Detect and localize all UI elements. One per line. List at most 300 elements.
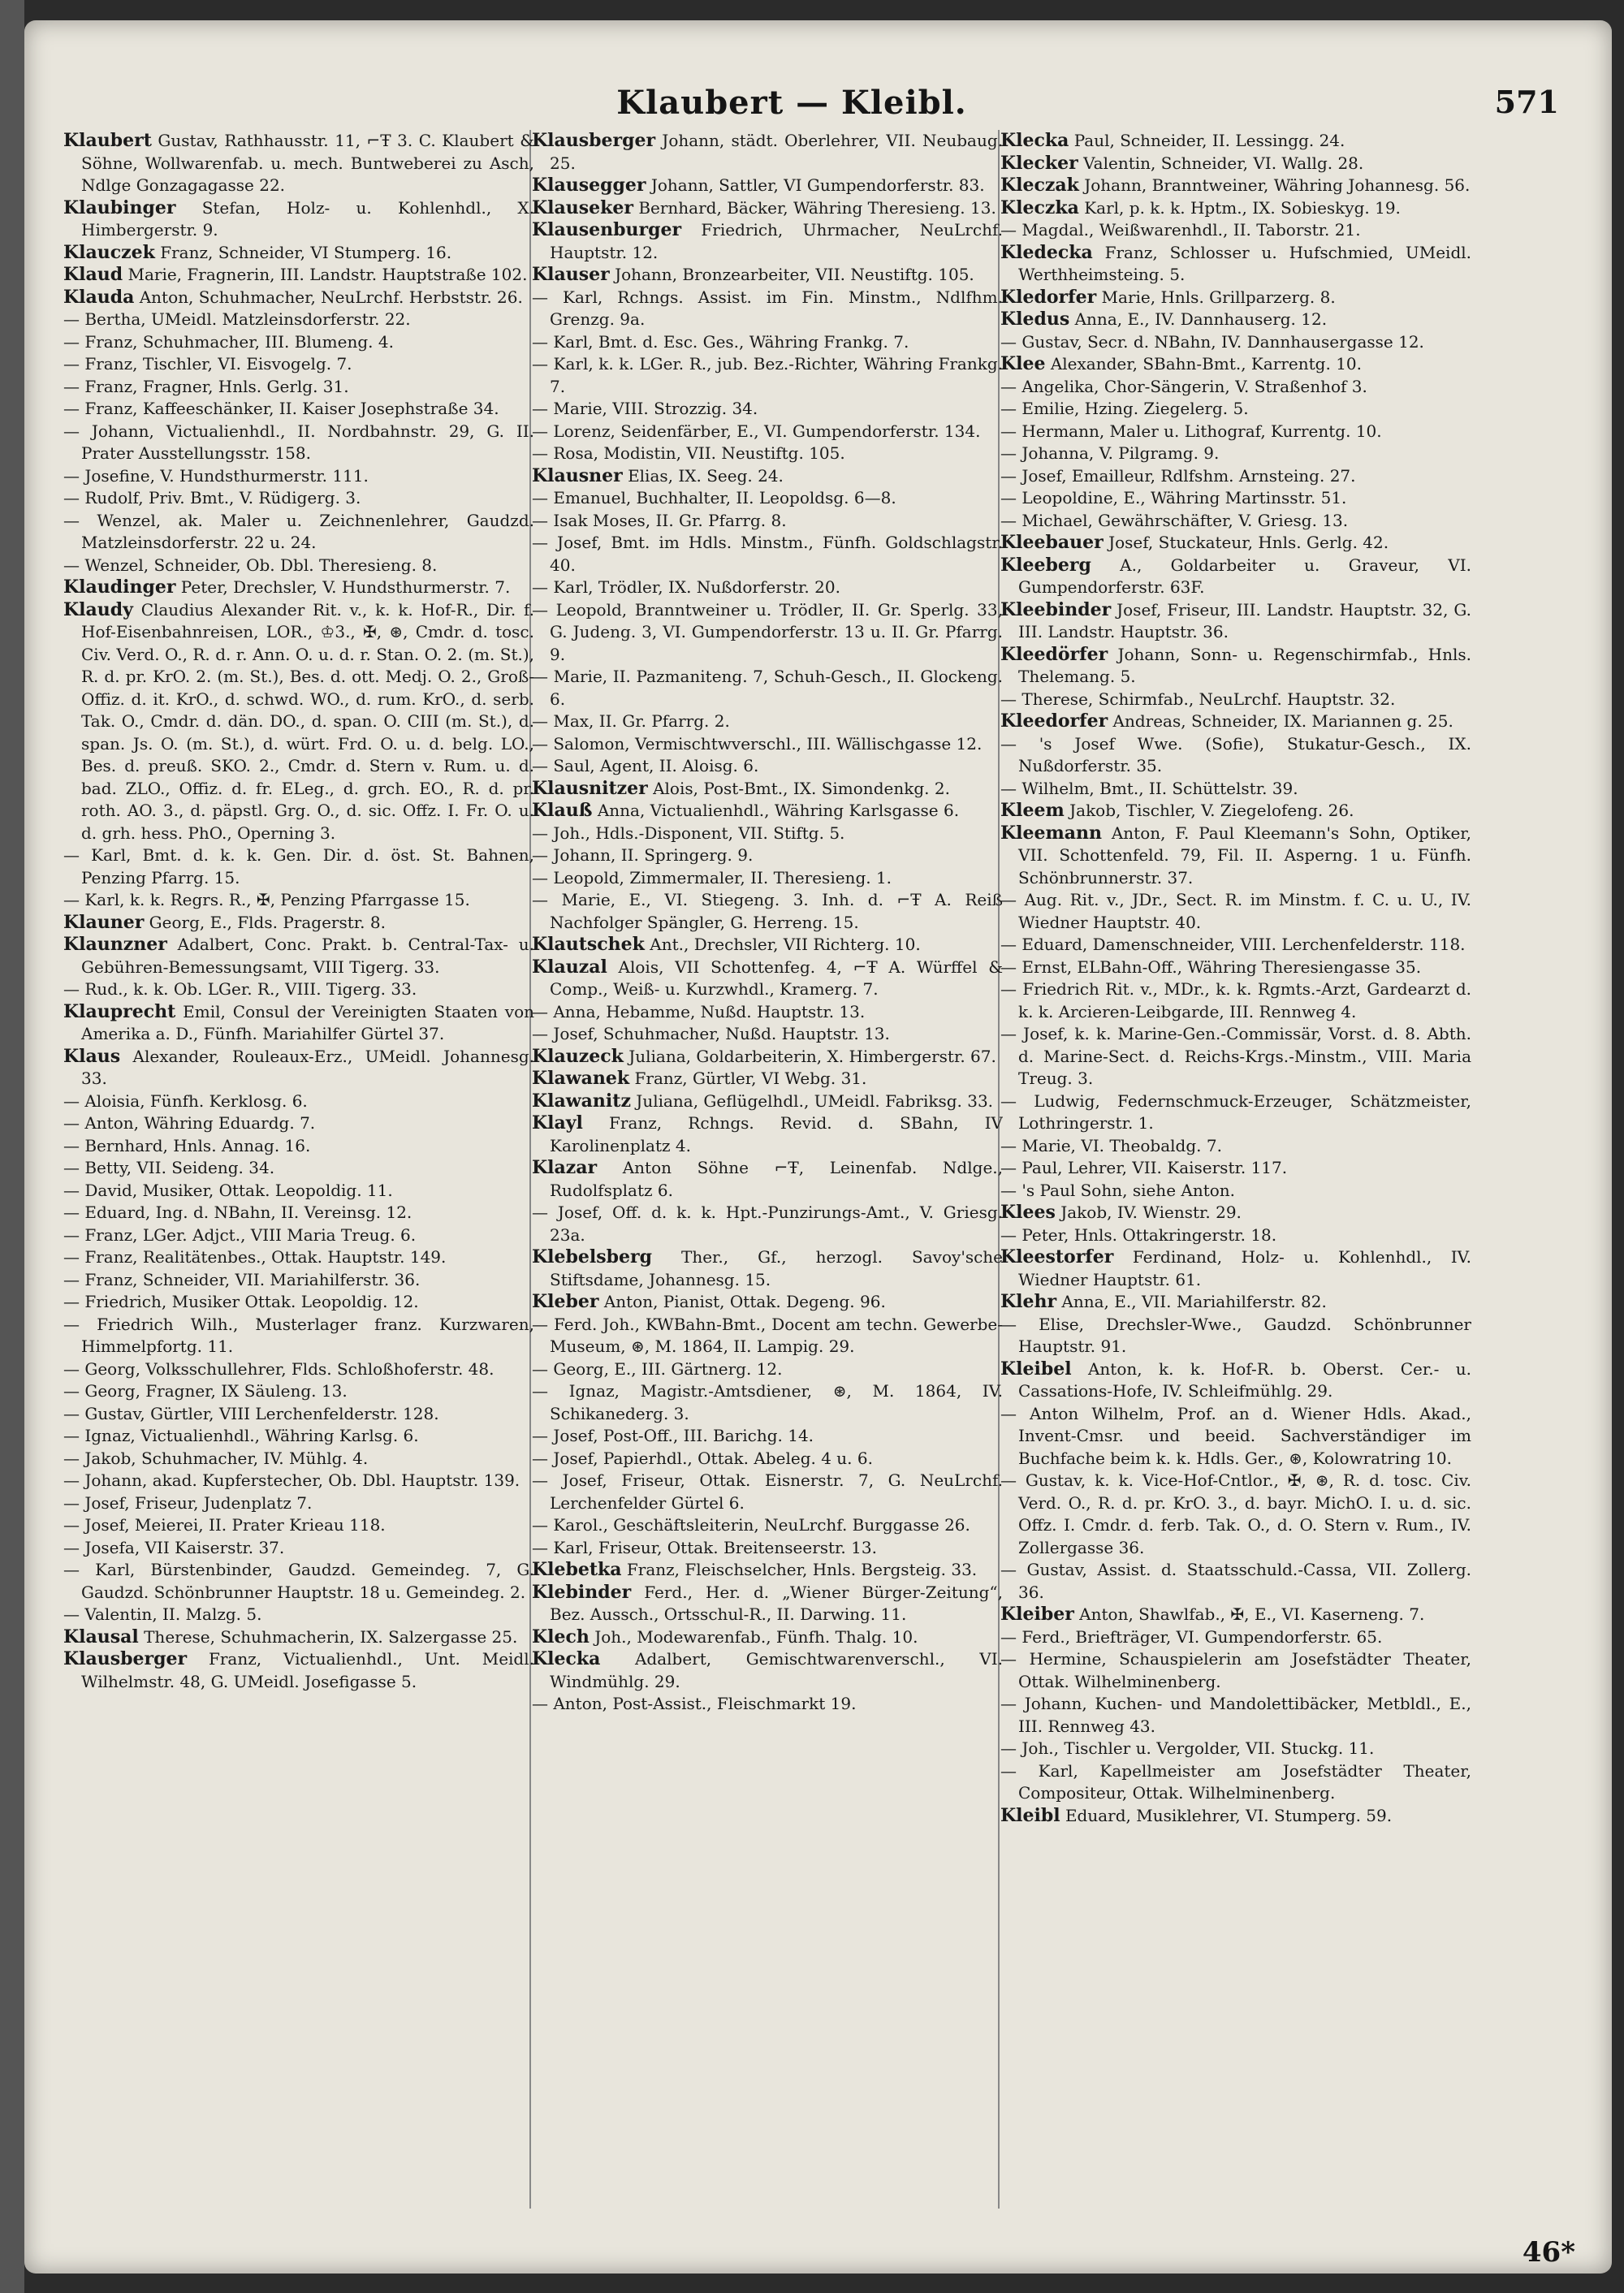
entry-surname: Klauprecht bbox=[63, 1000, 176, 1022]
entry-surname: Kleiber bbox=[1000, 1604, 1074, 1625]
entry-text: — Aug. Rit. v., JDr., Sect. R. im Minstm. f. C. u. U., IV. Wiedner Hauptstr. 40. bbox=[1000, 890, 1471, 932]
directory-entry bbox=[1000, 1157, 1471, 1180]
entry-text: — Ludwig, Federnschmuck-Erzeuger, Schätzmeister, Lothringerstr. 1. bbox=[1000, 1090, 1471, 1133]
entry-surname: Klaubert bbox=[63, 130, 152, 151]
column-1 bbox=[63, 130, 534, 2209]
entry-surname: Klayl bbox=[532, 1112, 583, 1134]
entry-text: — Johann, II. Springerg. 9. bbox=[532, 845, 754, 865]
directory-entry bbox=[63, 1090, 534, 1113]
entry-text: Ther., Gf., herzogl. Savoy'sche Stiftsdame, Johannesg. 15. bbox=[550, 1247, 1003, 1289]
entry-text: Josef, Stuckateur, Hnls. Gerlg. 42. bbox=[1108, 533, 1389, 552]
scan-left-edge bbox=[0, 0, 24, 2293]
entry-text: — Eduard, Ing. d. NBahn, II. Vereinsg. 12. bbox=[63, 1203, 412, 1222]
directory-entry bbox=[63, 1425, 534, 1448]
entry-text: — Anton Wilhelm, Prof. an d. Wiener Hdls. Akad., Invent-Cmsr. und beeid. Sachverständiger im Buchfache beim k. k. Hdls. Ger., ⊛, Kolowratring 10. bbox=[1000, 1403, 1471, 1468]
directory-entry bbox=[63, 1358, 534, 1381]
entry-text: — Karol., Geschäftsleiterin, NeuLrchf. Burggasse 26. bbox=[532, 1515, 970, 1535]
directory-entry bbox=[532, 1470, 1003, 1514]
entry-text: — Eduard, Damenschneider, VIII. Lerchenfelderstr. 118. bbox=[1000, 935, 1466, 954]
entry-text: A., Goldarbeiter u. Graveur, VI. Gumpendorferstr. 63F. bbox=[1018, 555, 1471, 597]
directory-entry bbox=[1000, 1693, 1471, 1738]
entry-text: — Rosa, Modistin, VII. Neustiftg. 105. bbox=[532, 443, 845, 463]
directory-entry bbox=[1000, 287, 1471, 309]
directory-entry bbox=[532, 823, 1003, 845]
entry-text: Ferdinand, Holz- u. Kohlenhdl., IV. Wiedner Hauptstr. 61. bbox=[1018, 1247, 1471, 1289]
entry-text: — Johanna, V. Pilgramg. 9. bbox=[1000, 443, 1220, 463]
entry-text: — Josef, Bmt. im Hdls. Minstm., Fünfh. Goldschlagstr. 40. bbox=[532, 533, 1003, 575]
directory-entry bbox=[63, 1559, 534, 1604]
entry-text: — Josef, Friseur, Ottak. Eisnerstr. 7, G. NeuLrchf. Lerchenfelder Gürtel 6. bbox=[532, 1470, 1003, 1513]
entry-text: Franz, Fleischselcher, Hnls. Bergsteig. 33. bbox=[626, 1560, 978, 1579]
entry-text: Anton Söhne ⌐Ŧ, Leinenfab. Ndlge., Rudolfsplatz 6. bbox=[550, 1158, 1003, 1200]
directory-entry bbox=[63, 1514, 534, 1537]
entry-text: — Franz, Tischler, VI. Eisvogelg. 7. bbox=[63, 354, 352, 374]
directory-entry bbox=[1000, 823, 1471, 890]
entry-text: — Gustav, k. k. Vice-Hof-Cntlor., ✠, ⊛, R. d. tosc. Civ. Verd. O., R. d. pr. KrO. 3., d. bayr. MichO. I. u. d. sic. Offz. I. Cmdr. d. ferb. Tak. O., d. O. Stern v. Rum., IV. Zollergasse 36. bbox=[1000, 1470, 1471, 1557]
entry-text: — Franz, Kaffeeschänker, II. Kaiser Josephstraße 34. bbox=[63, 399, 499, 418]
directory-entry bbox=[1000, 710, 1471, 733]
entry-text: — Max, II. Gr. Pfarrg. 2. bbox=[532, 711, 730, 731]
entry-text: — Leopold, Branntweiner u. Trödler, II. Gr. Sperlg. 33, G. Judeng. 3, VI. Gumpendorferstr. 13 u. II. Gr. Pfarrg. 9. bbox=[532, 599, 1003, 664]
directory-entry bbox=[1000, 1470, 1471, 1559]
entry-text: Peter, Drechsler, V. Hundsthurmerstr. 7. bbox=[180, 577, 511, 597]
entry-surname: Klauczek bbox=[63, 241, 155, 263]
entry-surname: Klawanitz bbox=[532, 1090, 631, 1112]
directory-entry bbox=[532, 1090, 1003, 1113]
directory-entry bbox=[63, 1246, 534, 1269]
entry-text: — Friedrich Wilh., Musterlager franz. Kurzwaren, Himmelpfortg. 11. bbox=[63, 1314, 534, 1356]
directory-entry bbox=[532, 1291, 1003, 1314]
entry-text: — Wenzel, ak. Maler u. Zeichnenlehrer, Gaudzd. Matzleinsdorferstr. 22 u. 24. bbox=[63, 510, 534, 552]
directory-entry bbox=[63, 599, 534, 845]
directory-entry bbox=[63, 1224, 534, 1247]
directory-entry bbox=[532, 219, 1003, 264]
entry-surname: Klees bbox=[1000, 1202, 1056, 1223]
directory-entry bbox=[1000, 555, 1471, 599]
directory-entry bbox=[532, 1514, 1003, 1537]
entry-text: — Franz, Schneider, VII. Mariahilferstr. 36. bbox=[63, 1269, 421, 1289]
directory-entry bbox=[532, 1023, 1003, 1046]
column-3 bbox=[1000, 130, 1471, 2209]
entry-surname: Kleeberg bbox=[1000, 554, 1091, 576]
directory-entry bbox=[532, 1314, 1003, 1358]
entry-text: — Josefine, V. Hundsthurmerstr. 111. bbox=[63, 465, 369, 486]
entry-text: — Ferd. Joh., KWBahn-Bmt., Docent am techn. Gewerbe-Museum, ⊛, M. 1864, II. Lampig. 29. bbox=[532, 1314, 1003, 1356]
directory-entry bbox=[1000, 1559, 1471, 1604]
directory-entry bbox=[63, 510, 534, 555]
directory-entry bbox=[1000, 733, 1471, 778]
entry-text: — 's Josef Wwe. (Sofie), Stukatur-Gesch., IX. Nußdorferstr. 35. bbox=[1000, 733, 1471, 775]
entry-text: — Emilie, Hzing. Ziegelerg. 5. bbox=[1000, 399, 1249, 418]
directory-entry bbox=[1000, 398, 1471, 421]
directory-entry bbox=[532, 576, 1003, 599]
directory-entry bbox=[1000, 1738, 1471, 1760]
entry-text: — Salomon, Vermischtwverschl., III. Wällischgasse 12. bbox=[532, 733, 983, 754]
entry-text: — Michael, Gewährschäfter, V. Griesg. 13. bbox=[1000, 510, 1349, 530]
directory-entry bbox=[63, 1626, 534, 1649]
entry-text: Franz, Schneider, VI Stumperg. 16. bbox=[160, 242, 452, 262]
entry-text: — Friedrich Rit. v., MDr., k. k. Rgmts.-Arzt, Gardearzt d. k. k. Arcieren-Leibgarde, III. Rennweg 4. bbox=[1000, 979, 1471, 1021]
entry-text: Claudius Alexander Rit. v., k. k. Hof-R., Dir. f. Hof-Eisenbahnreisen, LOR., ♔3., ✠, ⊛, Cmdr. d. tosc. Civ. Verd. O., R. d. r. Ann. O. u. d. r. Stan. O. 2. (m. St.), R. d. pr. KrO. 2. (m. St.), Bes. d. ott. Medj. O. 2., Groß-Offiz. d. it. KrO., d. schwd. WO., d. rum. KrO., d. serb. Tak. O., Cmdr. d. dän. DO., d. span. O. CIII (m. St.), d. span. Js. O. (m. St.), d. würt. Frd. O. u. d. belg. LO., Bes. d. preuß. SKO. 2., Cmdr. d. Stern v. Rum. u. d. bad. ZLO., Offiz. d. fr. ELeg., d. grch. EO., R. d. pr. roth. AO. 3., d. päpstl. Grg. O., d. sic. Offz. I. Fr. O. u. d. grh. hess. PhO., Operning 3. bbox=[81, 599, 534, 843]
entry-surname: Klee bbox=[1000, 353, 1046, 374]
entry-text: — Johann, Kuchen- und Mandolettibäcker, Metbldl., E., III. Rennweg 43. bbox=[1000, 1694, 1471, 1736]
directory-entry bbox=[1000, 443, 1471, 465]
entry-text: Elias, IX. Seeg. 24. bbox=[628, 465, 784, 486]
entry-text: — Marie, VI. Theobaldg. 7. bbox=[1000, 1135, 1222, 1155]
entry-surname: Kleebinder bbox=[1000, 598, 1112, 620]
entry-surname: Klech bbox=[532, 1626, 590, 1647]
directory-entry bbox=[532, 800, 1003, 823]
entry-surname: Klauner bbox=[63, 911, 145, 933]
entry-surname: Klausnitzer bbox=[532, 777, 648, 799]
entry-text: Anna, Victualienhdl., Währing Karlsgasse 6. bbox=[597, 801, 960, 820]
directory-entry bbox=[532, 1559, 1003, 1582]
directory-entry bbox=[532, 1246, 1003, 1291]
directory-entry bbox=[63, 1537, 534, 1560]
entry-surname: Klecka bbox=[1000, 130, 1069, 151]
entry-text: — Friedrich, Musiker Ottak. Leopoldig. 12. bbox=[63, 1292, 419, 1311]
entry-surname: Kleber bbox=[532, 1291, 599, 1312]
directory-entry bbox=[532, 1448, 1003, 1470]
entry-text: — Emanuel, Buchhalter, II. Leopoldsg. 6—8. bbox=[532, 488, 896, 507]
entry-text: Alexander, SBahn-Bmt., Karrentg. 10. bbox=[1050, 354, 1362, 374]
entry-text: — Gustav, Secr. d. NBahn, IV. Dannhausergasse 12. bbox=[1000, 331, 1424, 352]
directory-entry bbox=[532, 778, 1003, 801]
directory-entry bbox=[532, 710, 1003, 733]
entry-surname: Klauzeck bbox=[532, 1045, 624, 1067]
entry-text: Franz, Gürtler, VI Webg. 31. bbox=[634, 1069, 867, 1088]
entry-text: Ant., Drechsler, VII Richterg. 10. bbox=[650, 935, 921, 954]
entry-text: Anton, Shawlfab., ✠, E., VI. Kaserneng. 7. bbox=[1079, 1604, 1425, 1624]
directory-entry bbox=[63, 1314, 534, 1358]
directory-entry bbox=[1000, 1202, 1471, 1224]
entry-surname: Klaudinger bbox=[63, 576, 176, 598]
entry-text: Anton, k. k. Hof-R. b. Oberst. Cer.- u. Cassations-Hofe, IV. Schleifmühlg. 29. bbox=[1018, 1358, 1471, 1401]
directory-entry bbox=[1000, 1180, 1471, 1203]
entry-text: — Rudolf, Priv. Bmt., V. Rüdigerg. 3. bbox=[63, 488, 361, 507]
entry-surname: Kleestorfer bbox=[1000, 1246, 1114, 1267]
entry-text: — Georg, Volksschullehrer, Flds. Schloßhoferstr. 48. bbox=[63, 1358, 495, 1379]
entry-text: — Karl, Bmt. d. k. k. Gen. Dir. d. öst. St. Bahnen, Penzing Pfarrg. 15. bbox=[63, 845, 534, 887]
directory-entry bbox=[63, 1112, 534, 1135]
directory-entry bbox=[532, 1425, 1003, 1448]
entry-surname: Klautschek bbox=[532, 934, 645, 955]
entry-text: — Ernst, ELBahn-Off., Währing Theresiengasse 35. bbox=[1000, 956, 1422, 977]
directory-entry bbox=[532, 197, 1003, 220]
directory-entry bbox=[532, 331, 1003, 354]
directory-entry bbox=[1000, 376, 1471, 399]
directory-entry bbox=[1000, 1090, 1471, 1135]
entry-text: Georg, E., Flds. Pragerstr. 8. bbox=[149, 912, 386, 932]
directory-entry bbox=[63, 1380, 534, 1403]
directory-entry bbox=[532, 175, 1003, 197]
entry-text: — Hermann, Maler u. Lithograf, Kurrentg. 10. bbox=[1000, 421, 1382, 441]
entry-text: — 's Paul Sohn, siehe Anton. bbox=[1000, 1180, 1236, 1200]
entry-text: — Bertha, UMeidl. Matzleinsdorferstr. 22. bbox=[63, 309, 411, 329]
directory-entry bbox=[63, 331, 534, 354]
entry-text: — Josef, Off. d. k. k. Hpt.-Punzirungs-Amt., V. Griesg. 23a. bbox=[532, 1203, 1003, 1245]
directory-entry bbox=[63, 1403, 534, 1426]
entry-text: — Franz, Realitätenbes., Ottak. Hauptstr. 149. bbox=[63, 1247, 447, 1267]
directory-entry bbox=[532, 1001, 1003, 1024]
entry-text: — Peter, Hnls. Ottakringerstr. 18. bbox=[1000, 1224, 1277, 1245]
entry-text: Johann, Sattler, VI Gumpendorferstr. 83. bbox=[650, 175, 985, 195]
directory-entry bbox=[1000, 532, 1471, 555]
directory-entry bbox=[532, 1202, 1003, 1246]
directory-entry bbox=[532, 599, 1003, 667]
entry-text: — Josef, Meierei, II. Prater Krieau 118. bbox=[63, 1515, 386, 1535]
entry-surname: Klausenburger bbox=[532, 219, 682, 240]
directory-entry bbox=[532, 264, 1003, 287]
entry-text: — Isak Moses, II. Gr. Pfarrg. 8. bbox=[532, 510, 787, 530]
directory-entry bbox=[532, 956, 1003, 1001]
entry-surname: Klauseker bbox=[532, 196, 633, 218]
entry-text: Anna, E., IV. Dannhauserg. 12. bbox=[1074, 309, 1328, 329]
directory-entry bbox=[63, 555, 534, 577]
directory-entry bbox=[1000, 1805, 1471, 1828]
entry-text: — Franz, LGer. Adjct., VIII Maria Treug. 6. bbox=[63, 1224, 417, 1245]
entry-surname: Kleebauer bbox=[1000, 532, 1104, 553]
entry-text: — Karl, k. k. LGer. R., jub. Bez.-Richter, Währing Frankg. 7. bbox=[532, 354, 1003, 396]
directory-entry bbox=[63, 1648, 534, 1693]
entry-surname: Klawanek bbox=[532, 1068, 630, 1089]
directory-entry bbox=[1000, 689, 1471, 711]
entry-text: — Anton, Post-Assist., Fleischmarkt 19. bbox=[532, 1694, 857, 1713]
directory-entry bbox=[1000, 175, 1471, 197]
directory-entry bbox=[1000, 1358, 1471, 1403]
entry-surname: Kleedorfer bbox=[1000, 710, 1108, 732]
entry-text: — Elise, Drechsler-Wwe., Gaudzd. Schönbrunner Hauptstr. 91. bbox=[1000, 1314, 1471, 1356]
entry-text: — Karl, Friseur, Ottak. Breitenseerstr. 13. bbox=[532, 1537, 877, 1557]
directory-entry bbox=[63, 264, 534, 287]
directory-entry bbox=[532, 1157, 1003, 1202]
directory-entry bbox=[1000, 889, 1471, 934]
directory-entry bbox=[63, 1046, 534, 1090]
entry-text: — Saul, Agent, II. Aloisg. 6. bbox=[532, 756, 759, 775]
entry-surname: Kleibel bbox=[1000, 1358, 1072, 1380]
directory-entry bbox=[532, 1380, 1003, 1425]
entry-text: — Therese, Schirmfab., NeuLrchf. Hauptstr. 32. bbox=[1000, 689, 1396, 709]
directory-entry bbox=[1000, 599, 1471, 644]
entry-text: — Franz, Schuhmacher, III. Blumeng. 4. bbox=[63, 331, 394, 352]
directory-entry bbox=[63, 889, 534, 912]
entry-surname: Kleibl bbox=[1000, 1804, 1060, 1826]
entry-text: — Josefa, VII Kaiserstr. 37. bbox=[63, 1537, 285, 1557]
directory-entry bbox=[532, 1648, 1003, 1693]
entry-text: — Karl, Bürstenbinder, Gaudzd. Gemeindeg. 7, G. Gaudzd. Schönbrunner Hauptstr. 18 u. Gemeindeg. 2. bbox=[63, 1560, 534, 1602]
directory-entry bbox=[532, 867, 1003, 890]
entry-text: — Leopoldine, E., Währing Martinsstr. 51. bbox=[1000, 488, 1347, 507]
entry-surname: Kledecka bbox=[1000, 241, 1093, 263]
directory-entry bbox=[1000, 242, 1471, 287]
entry-text: — Gustav, Assist. d. Staatsschuld.-Cassa, VII. Zollerg. 36. bbox=[1000, 1560, 1471, 1602]
entry-text: Friedrich, Uhrmacher, NeuLrchf. Hauptstr. 12. bbox=[550, 220, 1003, 262]
entry-text: — Josef, k. k. Marine-Gen.-Commissär, Vorst. d. 8. Abth. d. Marine-Sect. d. Reichs-Krgs.-Minstm., VIII. Maria Treug. 3. bbox=[1000, 1024, 1471, 1088]
directory-entry bbox=[63, 934, 534, 978]
entry-text: — Josef, Schuhmacher, Nußd. Hauptstr. 13. bbox=[532, 1024, 890, 1043]
entry-text: Bernhard, Bäcker, Währing Theresieng. 13. bbox=[638, 197, 996, 218]
directory-entry bbox=[1000, 644, 1471, 689]
entry-text: — Marie, II. Pazmaniteng. 7, Schuh-Gesch., II. Glockeng. 6. bbox=[532, 667, 1003, 709]
directory-entry bbox=[532, 844, 1003, 867]
entry-surname: Klaunzner bbox=[63, 934, 167, 955]
entry-text: — Karl, Trödler, IX. Nußdorferstr. 20. bbox=[532, 577, 840, 597]
entry-text: Josef, Friseur, III. Landstr. Hauptstr. 32, G. III. Landstr. Hauptstr. 36. bbox=[1018, 599, 1471, 641]
entry-surname: Kleedörfer bbox=[1000, 643, 1108, 665]
entry-text: — Karl, Kapellmeister am Josefstädter Theater, Compositeur, Ottak. Wilhelminenberg. bbox=[1000, 1760, 1471, 1803]
directory-entry bbox=[63, 353, 534, 376]
directory-entry bbox=[1000, 130, 1471, 153]
directory-entry bbox=[1000, 978, 1471, 1023]
directory-entry bbox=[1000, 956, 1471, 979]
directory-entry bbox=[532, 510, 1003, 533]
entry-text: Eduard, Musiklehrer, VI. Stumperg. 59. bbox=[1065, 1805, 1393, 1825]
directory-entry bbox=[63, 309, 534, 331]
directory-entry bbox=[1000, 1403, 1471, 1470]
entry-text: — Rud., k. k. Ob. LGer. R., VIII. Tigerg. 33. bbox=[63, 979, 417, 999]
directory-entry bbox=[1000, 1246, 1471, 1291]
entry-text: — Ignaz, Magistr.-Amtsdiener, ⊛, M. 1864, IV. Schikanederg. 3. bbox=[532, 1381, 1003, 1423]
entry-surname: Klausner bbox=[532, 464, 623, 486]
directory-entry bbox=[532, 755, 1003, 778]
entry-text: Alexander, Rouleaux-Erz., UMeidl. Johannesg. 33. bbox=[81, 1046, 534, 1088]
directory-entry bbox=[63, 465, 534, 488]
directory-entry bbox=[63, 1269, 534, 1292]
entry-text: Joh., Modewarenfab., Fünfh. Thalg. 10. bbox=[594, 1626, 918, 1647]
entry-surname: Klebelsberg bbox=[532, 1246, 652, 1267]
entry-text: Ferd., Her. d. „Wiener Bürger-Zeitung“, Bez. Aussch., Ortsschul-R., II. Darwing. 11. bbox=[550, 1582, 1003, 1624]
directory-entry bbox=[1000, 1224, 1471, 1247]
entry-surname: Klausberger bbox=[63, 1648, 188, 1669]
directory-entry bbox=[63, 912, 534, 935]
directory-entry bbox=[1000, 1626, 1471, 1649]
entry-text: — Karl, Rchngs. Assist. im Fin. Minstm., Ndlfhm. Grenzg. 9a. bbox=[532, 287, 1003, 329]
entry-text: — Franz, Fragner, Hnls. Gerlg. 31. bbox=[63, 376, 349, 396]
directory-entry bbox=[1000, 1760, 1471, 1805]
directory-entry bbox=[532, 287, 1003, 331]
entry-surname: Klauda bbox=[63, 286, 135, 308]
entry-text: Johann, Sonn- u. Regenschirmfab., Hnls. Thelemang. 5. bbox=[1018, 644, 1471, 686]
directory-entry bbox=[63, 1001, 534, 1046]
entry-text: — Johann, Victualienhdl., II. Nordbahnstr. 29, G. II. Prater Ausstellungsstr. 158. bbox=[63, 421, 534, 463]
entry-surname: Klausal bbox=[63, 1626, 139, 1647]
entry-surname: Klauzal bbox=[532, 956, 607, 978]
directory-entry bbox=[63, 487, 534, 510]
directory-entry bbox=[1000, 353, 1471, 376]
entry-text: Paul, Schneider, II. Lessingg. 24. bbox=[1073, 131, 1345, 150]
directory-entry bbox=[532, 1626, 1003, 1649]
entry-text: — David, Musiker, Ottak. Leopoldig. 11. bbox=[63, 1180, 393, 1200]
directory-entry bbox=[1000, 800, 1471, 823]
directory-entry bbox=[63, 1157, 534, 1180]
entry-text: — Josef, Post-Off., III. Barichg. 14. bbox=[532, 1426, 814, 1445]
entry-text: Juliana, Geflügelhdl., UMeidl. Fabriksg. 33. bbox=[636, 1090, 994, 1111]
entry-text: Anton, Schuhmacher, NeuLrchf. Herbststr. 26. bbox=[139, 287, 523, 307]
entry-text: — Anton, Währing Eduardg. 7. bbox=[63, 1113, 316, 1133]
entry-text: Alois, Post-Bmt., IX. Simondenkg. 2. bbox=[653, 778, 950, 798]
directory-entry bbox=[532, 1693, 1003, 1716]
entry-text: — Joh., Hdls.-Disponent, VII. Stiftg. 5. bbox=[532, 823, 845, 843]
entry-text: Marie, Hnls. Grillparzerg. 8. bbox=[1101, 287, 1336, 307]
entry-surname: Klehr bbox=[1000, 1291, 1057, 1312]
entry-text: — Georg, E., III. Gärtnerg. 12. bbox=[532, 1358, 783, 1379]
directory-entry bbox=[532, 1537, 1003, 1560]
page-header bbox=[81, 84, 1559, 132]
entry-text: — Marie, VIII. Strozzig. 34. bbox=[532, 399, 758, 418]
entry-surname: Klaud bbox=[63, 264, 123, 285]
entry-text: Franz, Victualienhdl., Unt. Meidl. Wilhelmstr. 48, G. UMeidl. Josefigasse 5. bbox=[81, 1649, 534, 1691]
directory-entry bbox=[63, 1470, 534, 1492]
directory-entry bbox=[532, 733, 1003, 756]
directory-entry bbox=[1000, 331, 1471, 354]
entry-text: — Marie, E., VI. Stiegeng. 3. Inh. d. ⌐Ŧ A. Reiß Nachfolger Spängler, G. Herreng. 15. bbox=[532, 890, 1003, 932]
directory-entry bbox=[532, 487, 1003, 510]
directory-entry bbox=[532, 130, 1003, 175]
entry-text: — Josef, Emailleur, Rdlfshm. Arnsteing. 27. bbox=[1000, 465, 1356, 486]
directory-entry bbox=[63, 1604, 534, 1626]
directory-entry bbox=[1000, 1023, 1471, 1090]
entry-text: Johann, Branntweiner, Währing Johannesg. 56. bbox=[1084, 175, 1471, 195]
entry-text: Juliana, Goldarbeiterin, X. Himbergerstr. 67. bbox=[628, 1046, 996, 1066]
entry-surname: Klecka bbox=[532, 1648, 601, 1669]
directory-entry bbox=[532, 934, 1003, 956]
entry-text: — Angelika, Chor-Sängerin, V. Straßenhof 3. bbox=[1000, 376, 1367, 396]
directory-entry bbox=[1000, 778, 1471, 801]
entry-text: Andreas, Schneider, IX. Mariannen g. 25. bbox=[1112, 711, 1453, 731]
entry-text: Anton, Pianist, Ottak. Degeng. 96. bbox=[603, 1292, 886, 1311]
directory-entry bbox=[63, 287, 534, 309]
entry-text: — Leopold, Zimmermaler, II. Theresieng. 1. bbox=[532, 867, 892, 887]
column-2 bbox=[532, 130, 1003, 2209]
directory-entry bbox=[532, 532, 1003, 576]
entry-surname: Klebinder bbox=[532, 1581, 632, 1603]
directory-entry bbox=[63, 844, 534, 889]
directory-entry bbox=[1000, 934, 1471, 956]
entry-text: Valentin, Schneider, VI. Wallg. 28. bbox=[1083, 153, 1364, 173]
directory-entry bbox=[63, 130, 534, 197]
directory-entry bbox=[63, 421, 534, 465]
entry-text: Karl, p. k. k. Hptm., IX. Sobieskyg. 19. bbox=[1084, 197, 1401, 218]
directory-entry bbox=[532, 353, 1003, 398]
entry-text: — Gustav, Gürtler, VIII Lerchenfelderstr. 128. bbox=[63, 1403, 439, 1423]
directory-entry bbox=[1000, 421, 1471, 443]
directory-entry bbox=[1000, 1314, 1471, 1358]
directory-entry bbox=[1000, 1291, 1471, 1314]
entry-text: — Lorenz, Seidenfärber, E., VI. Gumpendorferstr. 134. bbox=[532, 421, 981, 441]
entry-surname: Klausegger bbox=[532, 175, 646, 196]
entry-surname: Kleczka bbox=[1000, 196, 1079, 218]
entry-surname: Klaus bbox=[63, 1045, 121, 1067]
directory-entry bbox=[63, 1492, 534, 1515]
entry-text: — Hermine, Schauspielerin am Josefstädter Theater, Ottak. Wilhelminenberg. bbox=[1000, 1649, 1471, 1691]
directory-entry bbox=[63, 1180, 534, 1203]
directory-entry bbox=[532, 1582, 1003, 1626]
running-head: Klaubert — Kleibl. bbox=[616, 84, 967, 122]
entry-text: — Karl, k. k. Regrs. R., ✠, Penzing Pfarrgasse 15. bbox=[63, 890, 470, 909]
entry-text: Stefan, Holz- u. Kohlenhdl., X. Himbergerstr. 9. bbox=[81, 197, 534, 240]
entry-surname: Klauser bbox=[532, 264, 610, 285]
entry-text: — Valentin, II. Malzg. 5. bbox=[63, 1604, 262, 1624]
directory-entry bbox=[1000, 197, 1471, 220]
directory-entry bbox=[1000, 1648, 1471, 1693]
directory-entry bbox=[63, 1448, 534, 1470]
entry-surname: Klaudy bbox=[63, 598, 133, 620]
entry-text: Franz, Schlosser u. Hufschmied, UMeidl. Werthheimsteing. 5. bbox=[1018, 242, 1471, 284]
directory-entry bbox=[532, 398, 1003, 421]
directory-entry bbox=[532, 1358, 1003, 1381]
directory-entry bbox=[1000, 510, 1471, 533]
directory-entry bbox=[532, 443, 1003, 465]
